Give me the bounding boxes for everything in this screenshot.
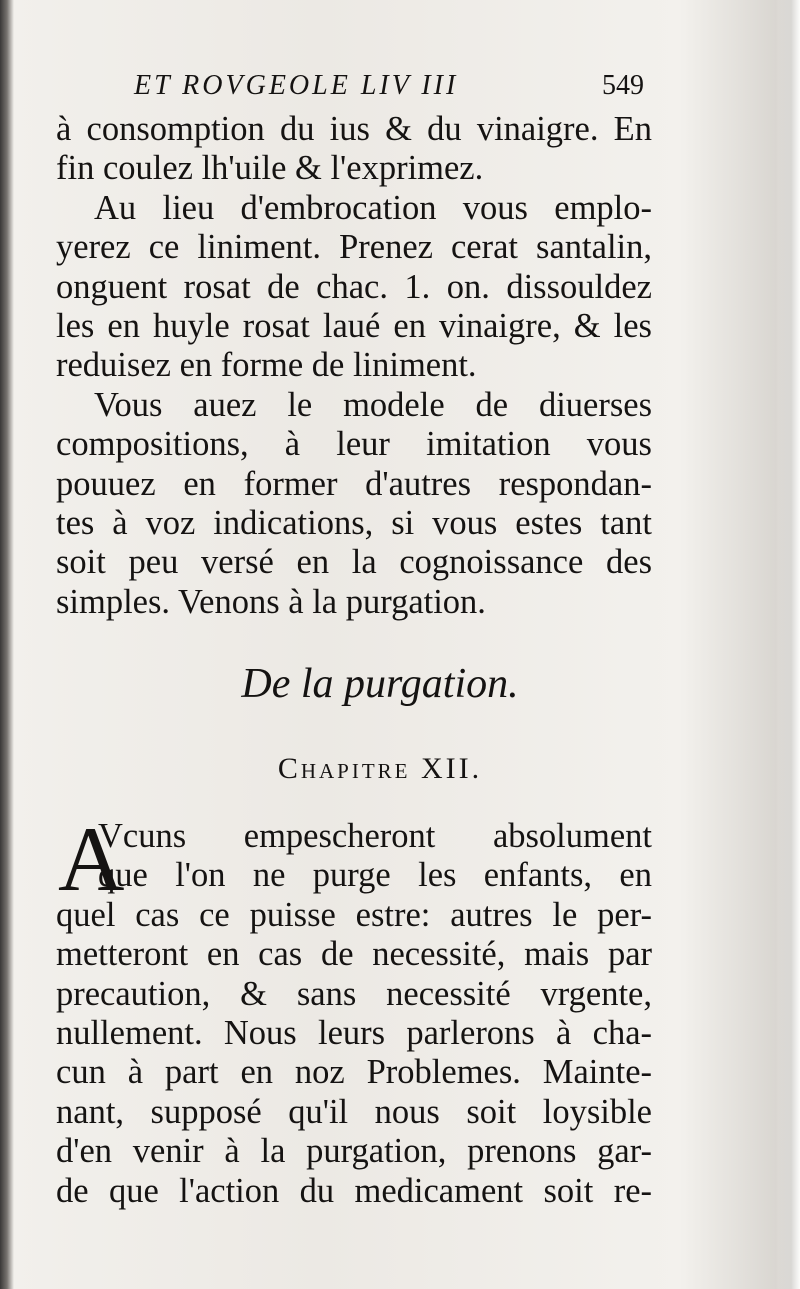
text-line: nant, supposé qu'il nous soit loysible — [56, 1092, 652, 1131]
text-line: reduisez en forme de liniment. — [56, 346, 477, 385]
page-number: 549 — [602, 70, 644, 101]
text-line: tes à voz indications, si vous estes tant — [56, 503, 652, 542]
chapter-heading: Chapitre XII. — [277, 752, 483, 785]
text-line: que l'on ne purge les enfants, en — [98, 856, 652, 895]
text-line: simples. Venons à la purgation. — [56, 582, 486, 621]
text-line: Vcuns empescheront absolument — [98, 817, 652, 855]
text-line: les en huyle rosat laué en vinaigre, & les — [56, 306, 652, 345]
text-line: soit peu versé en la cognoissance des — [56, 543, 652, 582]
text-line: nullement. Nous leurs parlerons à cha- — [56, 1013, 652, 1052]
text-line: pouuez en former d'autres respondan- — [56, 464, 652, 503]
text-line: Au lieu d'embrocation vous emplo- — [94, 188, 652, 227]
running-head-title: ET ROVGEOLE LIV III — [134, 70, 459, 101]
text-line: à consomption du ius & du vinaigre. En — [56, 110, 652, 148]
page-gutter-shadow — [0, 0, 14, 1289]
chapter-heading-wrapper — [0, 752, 800, 786]
text-line: yerez ce liniment. Prenez cerat santalin, — [56, 228, 652, 267]
running-head — [134, 70, 644, 102]
text-line: Vous auez le modele de diuerses — [94, 385, 652, 424]
text-line: onguent rosat de chac. 1. on. dissouldez — [56, 267, 652, 306]
text-line: de que l'action du medicament soit re- — [56, 1171, 652, 1210]
text-line: compositions, à leur imitation vous — [56, 425, 652, 464]
text-line: quel cas ce puisse estre: autres le per- — [56, 895, 652, 934]
text-line: precaution, & sans necessité vrgente, — [56, 974, 652, 1013]
text-line: cun à part en noz Problemes. Mainte- — [56, 1053, 652, 1092]
section-title-wrapper — [0, 660, 800, 708]
page-edge-shadow — [778, 0, 800, 1289]
drop-cap: A — [58, 808, 125, 910]
chapter-text — [56, 808, 652, 1211]
section-title: De la purgation. — [241, 661, 519, 707]
body-text — [56, 110, 652, 622]
text-line: d'en venir à la purgation, prenons gar- — [56, 1132, 652, 1171]
text-line: fin coulez lh'uile & l'exprimez. — [56, 149, 484, 188]
text-line: metteront en cas de necessité, mais par — [56, 935, 652, 974]
